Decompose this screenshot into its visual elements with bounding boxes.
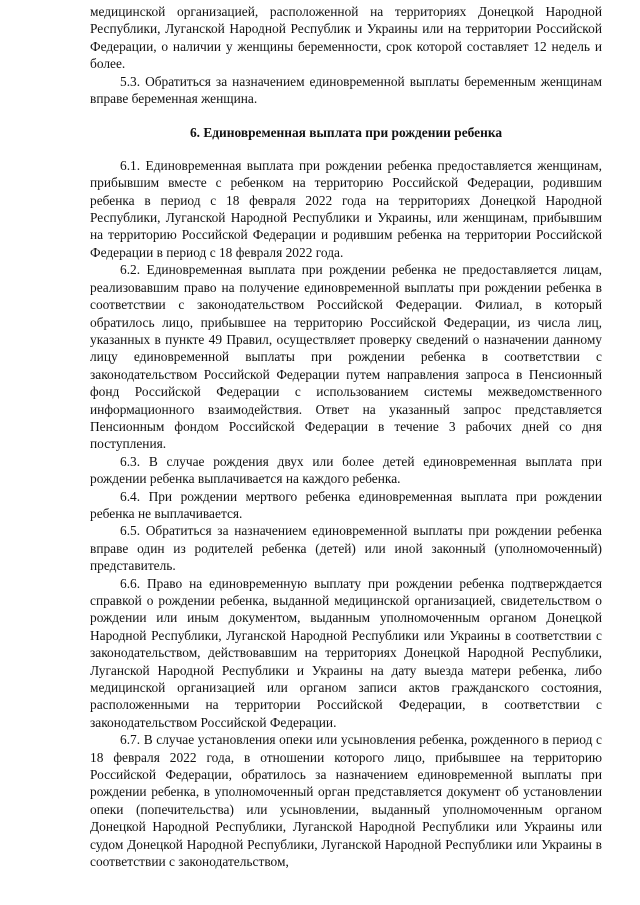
paragraph-5-3: 5.3. Обратиться за назначением единовременной выплаты беременным женщинам вправе беременная женщина. — [90, 73, 602, 107]
document-page — [90, 3, 602, 871]
paragraph-6-4: 6.4. При рождении мертвого ребенка единовременная выплата при рождении ребенка не выплачивается. — [90, 488, 602, 521]
paragraph-6-3: 6.3. В случае рождения двух или более детей единовременная выплата при рождении ребенка выплачивается на каждого ребенка. — [90, 453, 602, 487]
section-heading: 6. Единовременная выплата при рождении ребенка — [189, 125, 503, 141]
paragraph-continuation: медицинской организацией, расположенной на территориях Донецкой Народной Республики, Луганской Народной Республик и Украины или на территории Российской Федерации, о наличии у женщины беременности, срок которой составляет 12 недель и более. — [90, 4, 602, 72]
paragraph-6-6: 6.6. Право на единовременную выплату при рождении ребенка подтверждается справкой о рождении ребенка, выданной медицинской организацией, свидетельством о рождении или иным документом, выданным уполномоченным органом Донецкой Народной Республики, Луганской Народной Республики или Украины в соответствии с законодательством, действовавшим на территориях Донецкой Народной Республики, Луганской Народной Республики и Украины на дату выезда матери ребенка, либо медицинской организацией или органом записи актов гражданского состояния, расположенными на территории Российской Федерации, в соответствии с законодательством Российской Федерации. — [90, 575, 602, 730]
paragraph-6-1: 6.1. Единовременная выплата при рождении ребенка предоставляется женщинам, прибывшим вместе с ребенком на территорию Российской Федерации, родившим ребенка в период с 18 февраля 2022 года на территориях Донецкой Народной Республики, Луганской Народной Республики и Украины, или женщинам, прибывшим на территорию Российской Федерации и родившим ребенка на территории Российской Федерации в период с 18 февраля 2022 года. — [90, 157, 602, 260]
paragraph-6-7: 6.7. В случае установления опеки или усыновления ребенка, рожденного в период с 18 февраля 2022 года, в отношении которого лицо, прибывшее на территорию Российской Федерации, обратилось за назначением единовременной выплаты при рождении ребенка, в уполномоченный орган представляется документ об установлении опеки (попечительства) или усыновлении, выданный уполномоченным органом Донецкой Народной Республики, Луганской Народной Республики или Украины или судом Донецкой Народной Республики, Луганской Народной Республики или Украины в соответствии с законодательством, — [90, 732, 602, 870]
paragraph-6-5: 6.5. Обратиться за назначением единовременной выплаты при рождении ребенка вправе один из родителей ребенка (детей) или иной законный (уполномоченный) представитель. — [90, 523, 602, 574]
paragraph-6-2: 6.2. Единовременная выплата при рождении ребенка не предоставляется лицам, реализовавшим право на получение единовременной выплаты при рождении ребенка в соответствии с законодательством Российской Федерации. Филиал, в который обратилось лицо, прибывшее на территорию Российской Федерации, из числа лиц, указанных в пункте 49 Правил, осуществляет проверку сведений о назначении данному лицу единовременной выплаты при рождении ребенка в соответствии с законодательством Российской Федерации путем направления запроса в Пенсионный фонд Российской Федерации с использованием системы межведомственного информационного взаимодействия. Ответ на указанный запрос представляется Пенсионным фондом Российской Федерации в течение 3 рабочих дней со дня поступления. — [90, 262, 602, 452]
